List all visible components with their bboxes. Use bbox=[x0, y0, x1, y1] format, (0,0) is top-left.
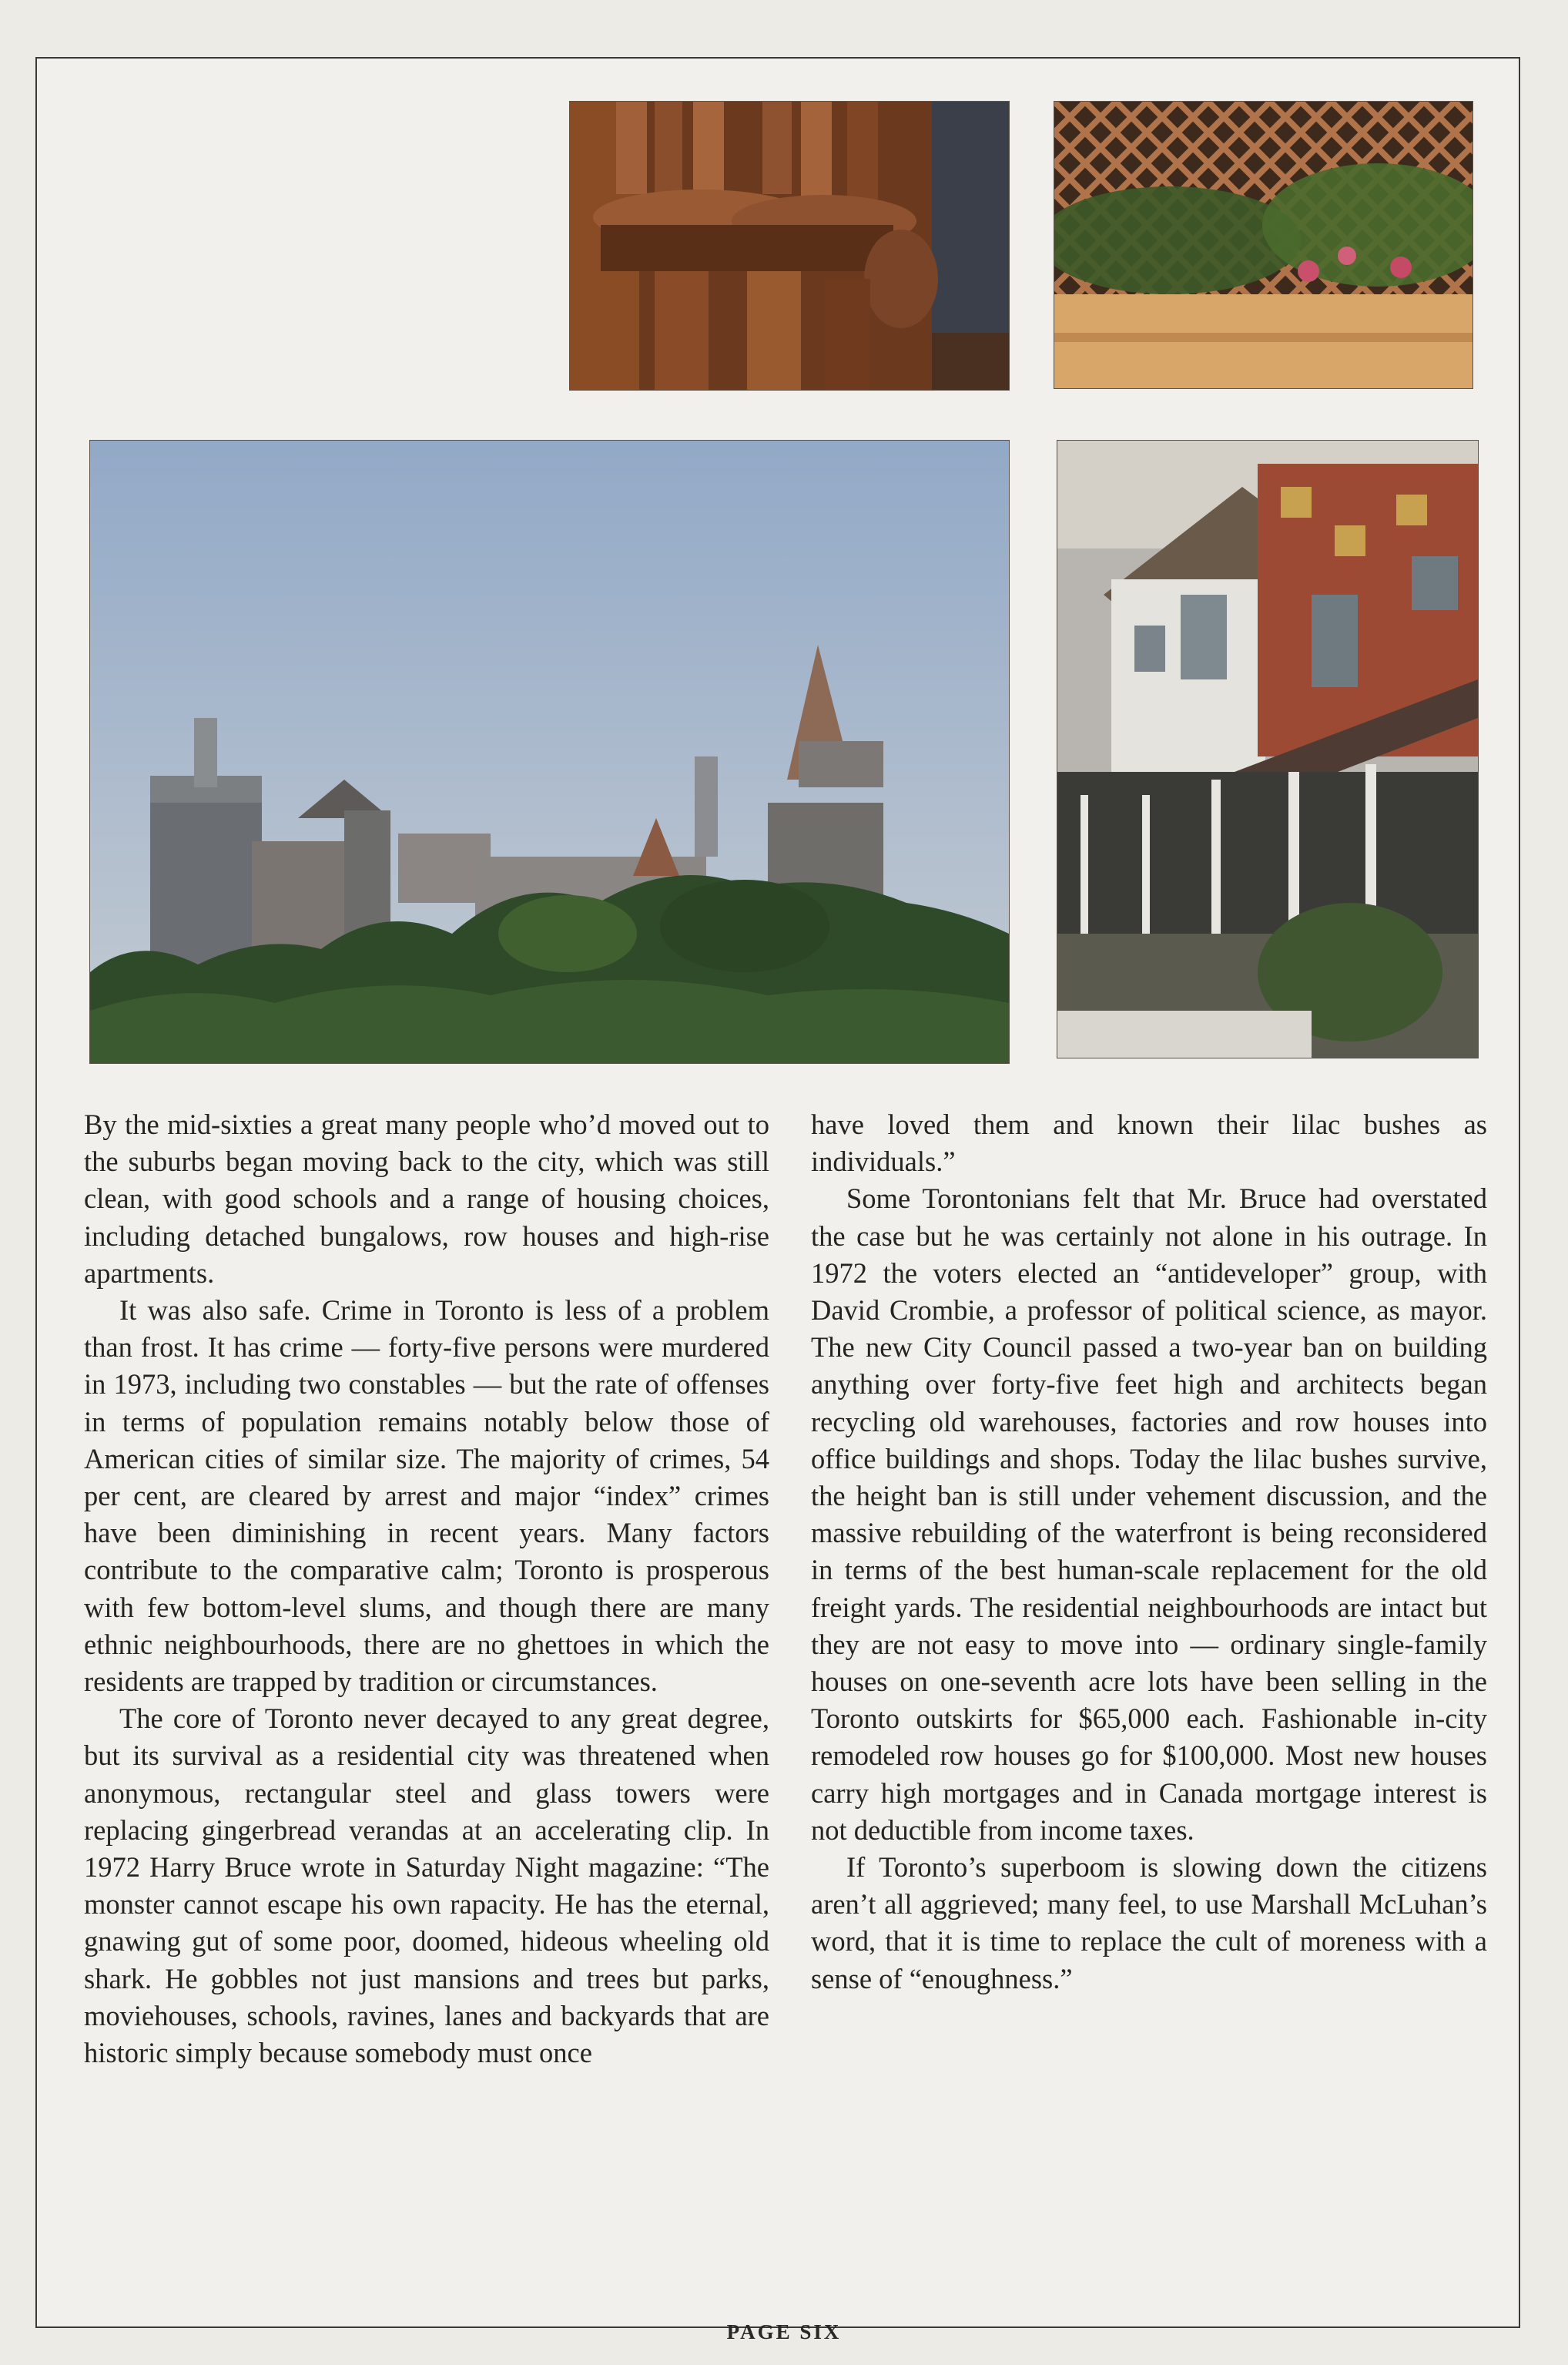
paragraph: By the mid-sixties a great many people who’d moved out to the suburbs began moving back to the city, which was still clean, with good schools and a range of housing choices, including detached bungalows, row houses and high-rise apartments. bbox=[84, 1109, 769, 1289]
stone-column-capitals-photo bbox=[569, 101, 1010, 391]
page-number: PAGE SIX bbox=[726, 2320, 842, 2343]
paragraph: The core of Toronto never decayed to any great degree, but its survival as a residential city was threatened when anonymous, rectangular steel and glass towers were replacing gingerbread verandas at an accelerating clip. In 1972 Harry Bruce wrote in Saturday Night magazine: “The monster cannot escape his own rapacity. He has the eternal, gnawing gut of some poor, doomed, hideous wheeling old shark. He gobbles not just mansions and trees but parks, moviehouses, schools, ravines, lanes and backyards that are historic simply because somebody must once bbox=[84, 1702, 769, 2069]
paragraph: have loved them and known their lilac bushes as individuals.” bbox=[811, 1109, 1487, 1178]
article-column-right bbox=[811, 1106, 1487, 1998]
paragraph: It was also safe. Crime in Toronto is less of a problem than frost. It has crime — forty-five persons were murdered in 1973, including two constables — but the rate of offenses in terms of population remains notably below those of American cities of similar size. The majority of crimes, 54 per cent, are cleared by arrest and major “index” crimes have been diminishing in recent years. Many factors contribute to the comparative calm; Toronto is prosperous with few bottom-level slums, and though there are many ethnic neighbourhoods, there are no ghettoes in which the residents are trapped by tradition or circumstances. bbox=[84, 1294, 769, 1698]
article-column-left bbox=[84, 1106, 769, 2071]
paragraph: If Toronto’s superboom is slowing down the citizens aren’t all aggrieved; many feel, to use Marshall McLuhan’s word, that it is time to replace the cult of moreness with a sense of “enoughness.” bbox=[811, 1851, 1487, 1994]
lattice-picket-fence-photo bbox=[1054, 101, 1473, 389]
brick-houses-verandas-photo bbox=[1057, 440, 1479, 1058]
castle-on-hill-photo bbox=[89, 440, 1010, 1064]
paragraph: Some Torontonians felt that Mr. Bruce had overstated the case but he was certainly not alone in his outrage. In 1972 the voters elected an “antideveloper” group, with David Crombie, a professor of political science, as mayor. The new City Council passed a two-year ban on building anything over forty-five feet high and architects began recycling old warehouses, factories and row houses into office buildings and shops. Today the lilac bushes survive, the height ban is still under vehement discussion, and the massive rebuilding of the waterfront is being reconsidered in terms of the best human-scale replacement for the old freight yards. The residential neighbourhoods are intact but they are not easy to move into — ordinary single-family houses on one-seventh acre lots have been selling in the Toronto outskirts for $65,000 each. Fashionable in-city remodeled row houses go for $100,000. Most new houses carry high mortgages and in Canada mortgage interest is not deductible from income taxes. bbox=[811, 1182, 1487, 1846]
